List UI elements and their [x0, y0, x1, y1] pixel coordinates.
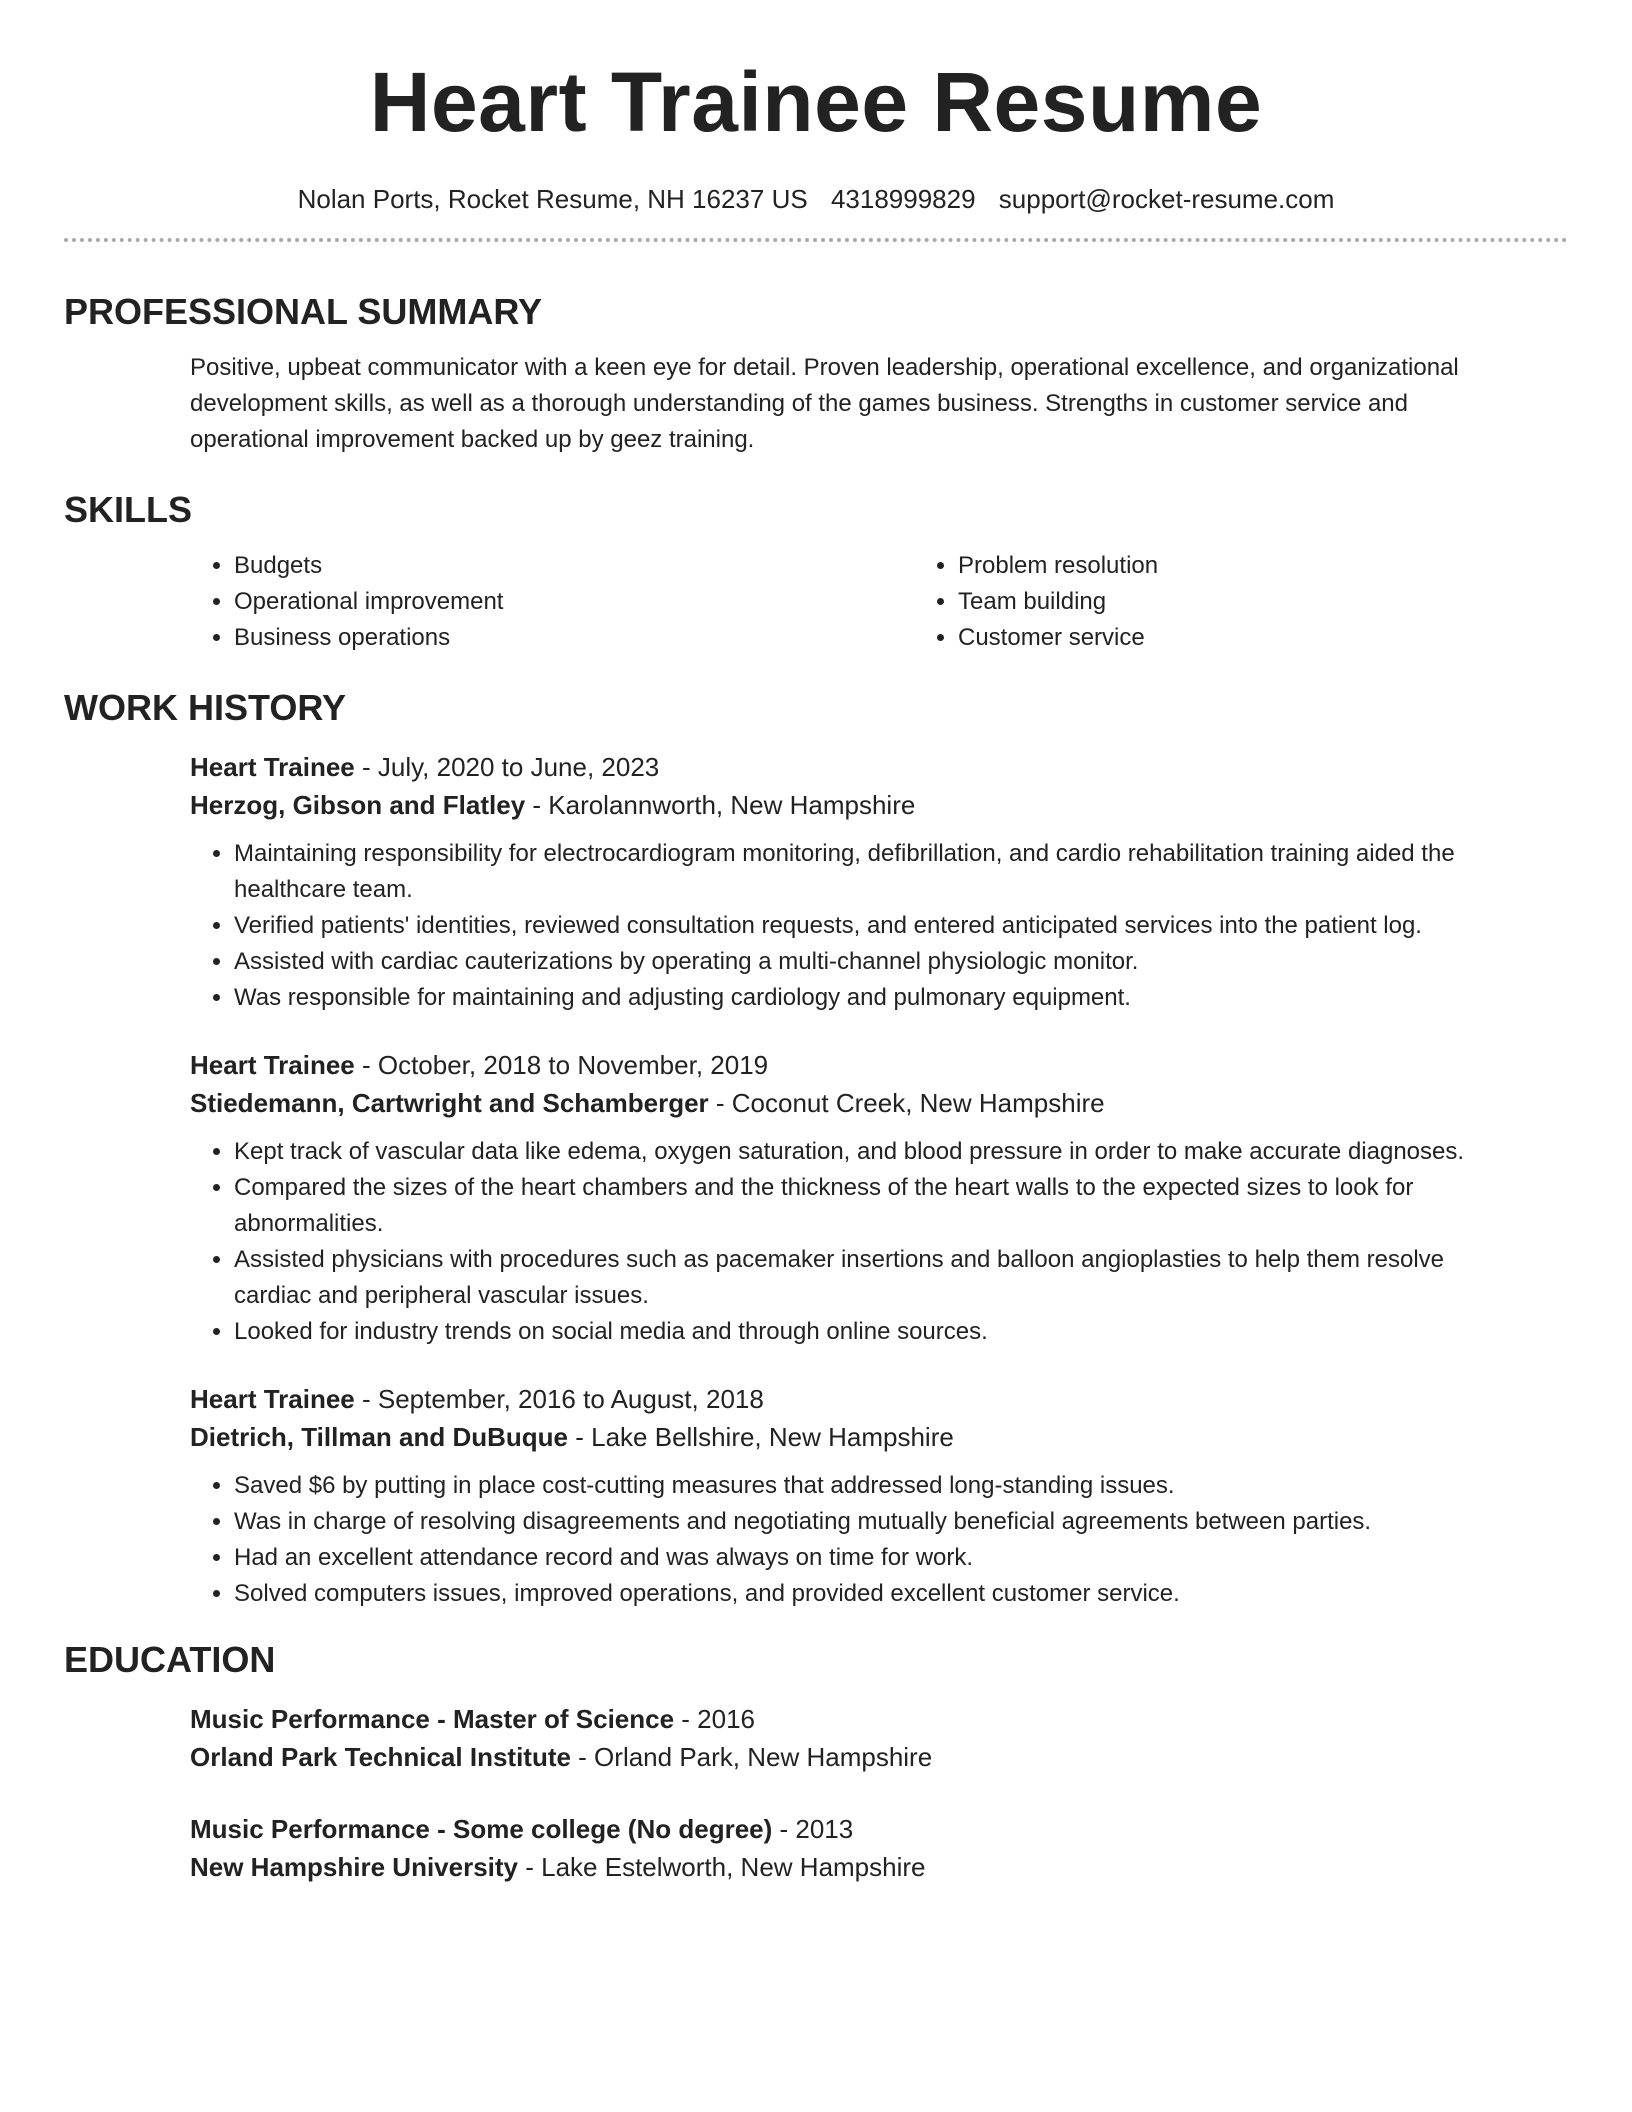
- education-entry: [64, 1700, 1568, 1776]
- job-bullet: • Looked for industry trends on social media and through online sources.: [234, 1314, 1528, 1350]
- job-bullet: • Assisted with cardiac cauterizations by operating a multi-channel physiologic monitor.: [234, 944, 1528, 980]
- job-entry: [64, 748, 1568, 1016]
- school-line: [190, 1738, 1528, 1776]
- job-company: Dietrich, Tillman and DuBuque: [190, 1422, 569, 1452]
- skill-item: • Operational improvement: [234, 584, 914, 620]
- job-dates: - September, 2016 to August, 2018: [354, 1384, 764, 1414]
- job-bullet: • Was responsible for maintaining and adjusting cardiology and pulmonary equipment.: [234, 980, 1528, 1016]
- job-bullet: • Was in charge of resolving disagreements and negotiating mutually beneficial agreements between parties.: [234, 1504, 1528, 1540]
- job-bullet: • Solved computers issues, improved operations, and provided excellent customer service.: [234, 1576, 1528, 1612]
- skill-item: • Budgets: [234, 548, 914, 584]
- job-entry: [64, 1046, 1568, 1350]
- job-title-line: [190, 1380, 1528, 1418]
- job-bullet: • Saved $6 by putting in place cost-cutting measures that addressed long-standing issues.: [234, 1468, 1528, 1504]
- contact-address: Nolan Ports, Rocket Resume, NH 16237 US: [297, 184, 808, 214]
- school-line: [190, 1848, 1528, 1886]
- job-title: Heart Trainee: [190, 752, 355, 782]
- skills-list-left: [190, 548, 914, 656]
- job-bullet: • Compared the sizes of the heart chambers and the thickness of the heart walls to the expected sizes to look for abnormalities.: [234, 1170, 1528, 1242]
- job-company: Herzog, Gibson and Flatley: [190, 790, 526, 820]
- degree-year: - 2016: [674, 1704, 756, 1734]
- job-bullet: • Maintaining responsibility for electrocardiogram monitoring, defibrillation, and cardio rehabilitation training aided the healthcare team.: [234, 836, 1528, 908]
- summary-text: Positive, upbeat communicator with a keen eye for detail. Proven leadership, operational excellence, and organizational development skills, as well as a thorough understanding of the games business. Strengths in customer service and operational improvement backed up by geez training.: [190, 354, 1459, 453]
- job-company-line: [190, 786, 1528, 824]
- job-company-line: [190, 1418, 1528, 1456]
- education-section: [64, 1639, 1568, 1886]
- degree: Music Performance - Some college (No degree): [190, 1814, 773, 1844]
- skills-list-right: [914, 548, 1632, 656]
- degree-line: [190, 1810, 1528, 1848]
- job-location: - Coconut Creek, New Hampshire: [708, 1088, 1105, 1118]
- job-bullets: [190, 836, 1528, 1016]
- skills-grid: [64, 548, 1568, 656]
- job-title-line: [190, 748, 1528, 786]
- degree-line: [190, 1700, 1528, 1738]
- job-entry: [64, 1380, 1568, 1612]
- summary-section: [64, 291, 1568, 458]
- school: New Hampshire University: [190, 1852, 519, 1882]
- school-location: - Orland Park, New Hampshire: [570, 1742, 933, 1772]
- summary-heading: PROFESSIONAL SUMMARY: [64, 291, 543, 332]
- education-entry: [64, 1810, 1568, 1886]
- job-bullet: • Kept track of vascular data like edema, oxygen saturation, and blood pressure in order to make accurate diagnoses.: [234, 1134, 1528, 1170]
- job-company-line: [190, 1084, 1528, 1122]
- school-location: - Lake Estelworth, New Hampshire: [518, 1852, 926, 1882]
- job-bullet: • Assisted physicians with procedures such as pacemaker insertions and balloon angioplasties to help them resolve cardiac and peripheral vascular issues.: [234, 1242, 1528, 1314]
- school: Orland Park Technical Institute: [190, 1742, 571, 1772]
- skill-item: • Business operations: [234, 620, 914, 656]
- job-location: - Karolannworth, New Hampshire: [525, 790, 916, 820]
- contact-email: support@rocket-resume.com: [998, 184, 1335, 214]
- job-bullet: • Had an excellent attendance record and was always on time for work.: [234, 1540, 1528, 1576]
- degree-year: - 2013: [772, 1814, 854, 1844]
- degree: Music Performance - Master of Science: [190, 1704, 675, 1734]
- skill-item: • Customer service: [958, 620, 1632, 656]
- job-title: Heart Trainee: [190, 1050, 355, 1080]
- job-title-line: [190, 1046, 1528, 1084]
- skill-item: • Problem resolution: [958, 548, 1632, 584]
- work-history-heading: WORK HISTORY: [64, 687, 347, 728]
- job-location: - Lake Bellshire, New Hampshire: [568, 1422, 954, 1452]
- job-company: Stiedemann, Cartwright and Schamberger: [190, 1088, 709, 1118]
- contact-line: [64, 186, 1568, 212]
- job-bullets: [190, 1134, 1528, 1350]
- skills-heading: SKILLS: [64, 489, 193, 530]
- contact-phone: 4318999829: [830, 184, 976, 214]
- header-divider: [64, 238, 1568, 242]
- education-heading: EDUCATION: [64, 1639, 276, 1680]
- job-bullets: [190, 1468, 1528, 1612]
- job-dates: - July, 2020 to June, 2023: [354, 752, 660, 782]
- skills-section: [64, 489, 1568, 656]
- job-title: Heart Trainee: [190, 1384, 355, 1414]
- work-history-section: [64, 687, 1568, 1612]
- job-dates: - October, 2018 to November, 2019: [354, 1050, 769, 1080]
- resume-title: Heart Trainee Resume: [369, 55, 1263, 149]
- skill-item: • Team building: [958, 584, 1632, 620]
- job-bullet: • Verified patients' identities, reviewed consultation requests, and entered anticipated services into the patient log.: [234, 908, 1528, 944]
